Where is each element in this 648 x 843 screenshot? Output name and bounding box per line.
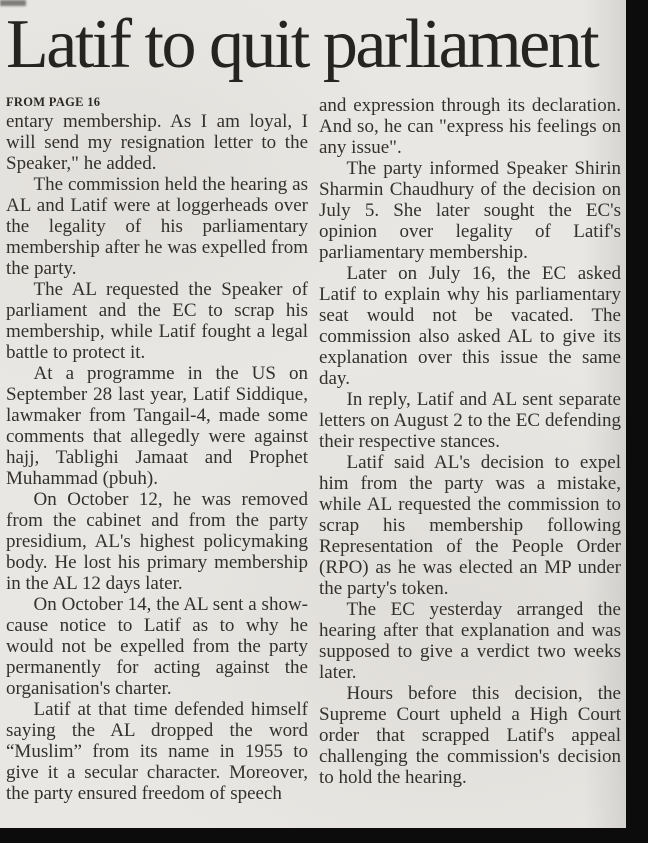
- article-paragraph: In reply, Latif and AL sent separate letters on August 2 to the EC defending their respective stances.: [319, 389, 621, 452]
- article-paragraph: The EC yesterday arranged the hearing after that explanation and was supposed to give a verdict two weeks later.: [319, 599, 621, 683]
- article-paragraph: The AL requested the Speaker of parliament and the EC to scrap his membership, while Latif fought a legal battle to protect it.: [6, 279, 308, 363]
- continued-from-note: FROM PAGE 16: [6, 95, 101, 109]
- article-paragraph: The commission held the hearing as AL and Latif were at loggerheads over the legality of his parliamentary membership after he was expelled from the party.: [6, 174, 308, 279]
- article-headline: Latif to quit parliament: [6, 6, 598, 83]
- article-columns: [6, 95, 622, 804]
- scan-border-bottom: [0, 828, 648, 843]
- article-paragraph: Latif at that time defended himself saying the AL dropped the word “Muslim” from its name in 1955 to give it a secular character. Moreover, the party ensured freedom of speech: [6, 699, 308, 804]
- article-column-right: [319, 95, 621, 804]
- article-paragraph: Later on July 16, the EC asked Latif to explain why his parliamentary seat would not be vacated. The commission also asked AL to give its explanation over this issue the same day.: [319, 263, 621, 389]
- article-paragraph: On October 14, the AL sent a show-cause notice to Latif as to why he would not be expelled from the party permanently for acting against the organisation's charter.: [6, 594, 308, 699]
- article-paragraph: Latif said AL's decision to expel him from the party was a mistake, while AL requested the commission to scrap his membership following Representation of the People Order (RPO) as he was elected an MP under the party's token.: [319, 452, 621, 599]
- article-paragraph: and expression through its declaration. And so, he can "express his feelings on any issue".: [319, 95, 621, 158]
- article-paragraph: At a programme in the US on September 28 last year, Latif Siddique, lawmaker from Tangail-4, made some comments that allegedly were against hajj, Tablighi Jamaat and Prophet Muhammad (pbuh).: [6, 363, 308, 489]
- article-paragraph: Hours before this decision, the Supreme Court upheld a High Court order that scrapped Latif's appeal challenging the commission's decision to hold the hearing.: [319, 683, 621, 788]
- article-paragraph: On October 12, he was removed from the cabinet and from the party presidium, AL's highest policymaking body. He lost his primary membership in the AL 12 days later.: [6, 489, 308, 594]
- article: [6, 6, 622, 804]
- scan-border-right: [626, 0, 648, 843]
- article-paragraph: entary membership. As I am loyal, I will send my resignation letter to the Speaker," he added.: [6, 111, 308, 174]
- article-paragraph: The party informed Speaker Shirin Sharmin Chaudhury of the decision on July 5. She later sought the EC's opinion over legality of Latif's parliamentary membership.: [319, 158, 621, 263]
- article-column-left: [6, 95, 308, 804]
